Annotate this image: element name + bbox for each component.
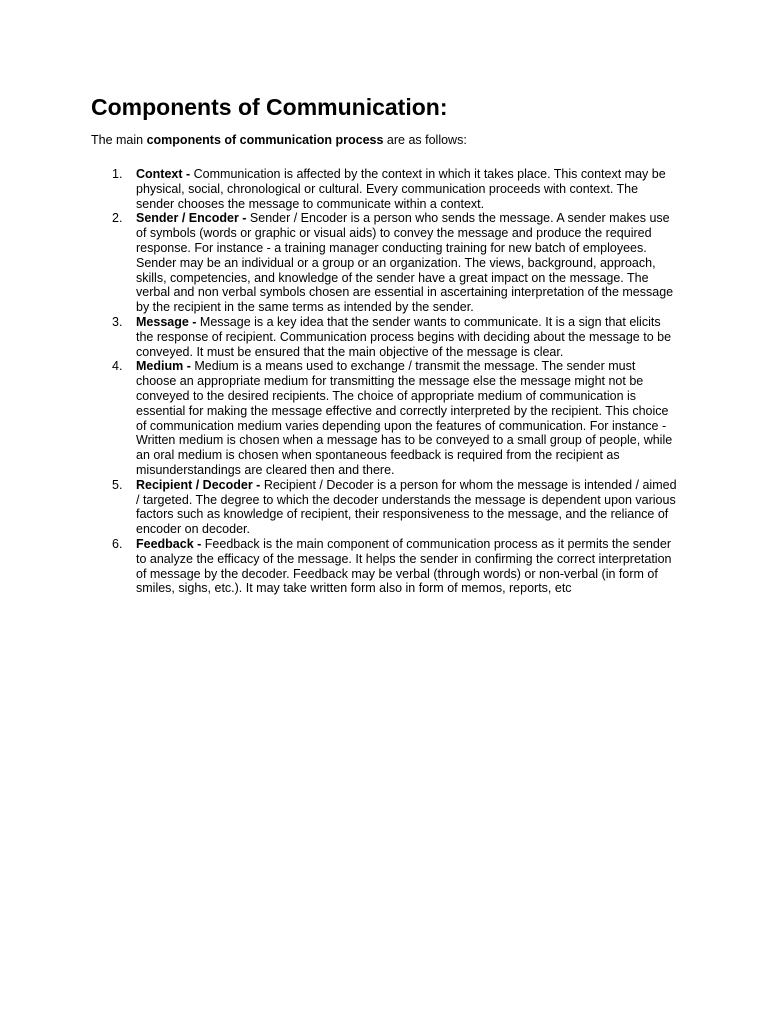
list-item-description: Sender / Encoder is a person who sends the message. A sender makes use of symbols (words or graphic or visual aids) to convey the message and produce the required response. For instance - a training manager conducting training for new batch of employees. Sender may be an individual or a group or an organization. The views, background, approach, skills, competencies, and knowledge of the sender have a great impact on the message. The verbal and non verbal symbols chosen are essential in ascertaining interpretation of the message by the recipient in the same terms as intended by the sender. [136,211,674,315]
list-item-recipient-decoder [108,478,678,537]
list-item-description: Feedback is the main component of communication process as it permits the sender to analyze the efficacy of the message. It helps the sender in confirming the correct interpretation of message by the decoder. Feedback may be verbal (through words) or non-verbal (in form of smiles, sighs, etc.). It may take written form also in form of memos, reports, etc [136,536,672,596]
intro-text-start: The main [91,133,147,147]
list-item-description: Medium is a means used to exchange / transmit the message. The sender must choose an appropriate medium for transmitting the message else the message might not be conveyed to the desired recipients. The choice of appropriate medium of communication is essential for making the message effective and correctly interpreted by the recipient. This choice of communication medium varies depending upon the features of communication. For instance - Written medium is chosen when a message has to be conveyed to a small group of people, while an oral medium is chosen when spontaneous feedback is required from the recipient as misunderstandings are cleared then and there. [136,359,673,477]
list-item-number: 3. [112,314,123,329]
list-item-number: 6. [112,536,123,551]
list-item-term: Recipient / Decoder - [136,477,261,492]
components-list [108,167,678,596]
list-item-sender-encoder [108,211,678,315]
list-item-number: 1. [112,167,123,181]
list-item-term: Sender / Encoder - [136,211,247,226]
list-item-medium [108,359,678,477]
list-item-context [108,167,678,211]
list-item-number: 4. [112,359,123,374]
list-item-term: Message - [136,314,197,329]
page-title: Components of Communication: [91,94,448,120]
intro-paragraph [91,133,467,148]
intro-text-end: are as follows: [383,133,467,147]
list-item-feedback [108,537,678,596]
list-item-number: 2. [112,211,123,226]
list-item-term: Context - [136,167,191,181]
list-item-description: Recipient / Decoder is a person for whom the message is intended / aimed / targeted. The degree to which the decoder understands the message is dependent upon various factors such as knowledge of recipient, their responsiveness to the message, and the reliance of encoder on decoder. [136,477,677,537]
list-item-term: Feedback - [136,536,202,551]
intro-bold-phrase: components of communication process [146,133,384,147]
list-item-term: Medium - [136,359,191,374]
list-item-description: Communication is affected by the context in which it takes place. This context may be physical, social, chronological or cultural. Every communication proceeds with context. The sender chooses the message to communicate within a context. [136,167,666,211]
list-item-description: Message is a key idea that the sender wants to communicate. It is a sign that elicits the response of recipient. Communication process begins with deciding about the message to be conveyed. It must be ensured that the main objective of the message is clear. [136,314,672,359]
list-item-number: 5. [112,477,123,492]
list-item-message [108,315,678,359]
